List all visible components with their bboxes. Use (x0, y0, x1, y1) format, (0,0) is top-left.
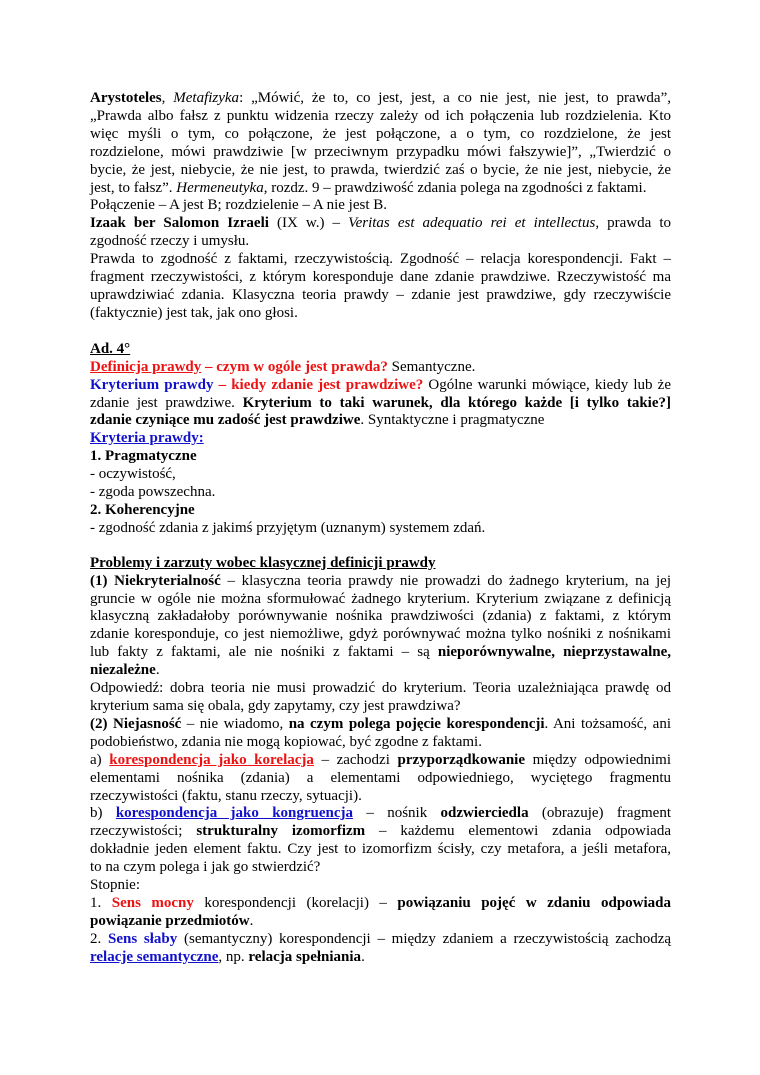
aristotle-line-2: „Prawda albo fałsz z punktu widzenia rzeczy zależy od ich połączenia lub rozdzielenia. Kto (90, 107, 671, 124)
problem1-line-3: klasyczną zakładałoby porównywanie nośnika prawdziwości (zdania) z faktami, z którym (90, 608, 671, 625)
problem2-line-2: podobieństwo, zdania nie mogą kopiować, być zgodne z faktami. (90, 733, 482, 750)
punctuation: . (361, 948, 365, 965)
criterion-label: Kryterium prawdy (90, 376, 214, 393)
list-marker: b) (90, 805, 116, 822)
criteria-heading: Kryteria prawdy: (90, 430, 204, 447)
intro-line-11: fragment rzeczywistości, z którym koresponduje dane zdanie prawdziwe. Rzeczywistość ma (90, 269, 671, 286)
definition-type: Semantyczne. (387, 358, 476, 375)
punctuation: . (249, 912, 254, 929)
answer-line-2: kryterium sama się obala, gdy zapytamy, czy jest prawdziwa? (90, 698, 461, 714)
degrees-label: Stopnie: (90, 877, 141, 894)
intro-line-12: uprawdziwiać zdania. Klasyczna teoria prawdy – zdanie jest prawdziwe, gdy rzeczywiście (90, 286, 671, 303)
congruence-bold: odzwierciedla (440, 805, 529, 822)
aristotle-line-3: więc myśli o tym, co połączone, że jest połączone, a o tym, co rozdzielone, że jest (90, 125, 671, 142)
weak-sense-line-1 (90, 931, 671, 949)
strong-sense-line-1 (90, 895, 671, 913)
list-marker: 2. (90, 930, 108, 947)
criterion-line-2 (90, 395, 671, 413)
aristotle-line-4: rozdzielone, mówi prawdziwie [w przeciwnym przypadku mówi fałszywie]”, „Twierdzić o (90, 143, 671, 160)
problem1-label: (1) Niekryterialność (90, 572, 221, 589)
aristotle-line-1 (90, 90, 671, 108)
correlation-line-2: elementami nośnika (zdania) a elementami odpowiedniego, wyciętego fragmentu (90, 769, 671, 786)
problem1-text: lub fakty z faktami, ale nie nośniki z faktami – są (90, 644, 438, 661)
list-item: - zgodność zdania z jakimś przyjętym (uznanym) systemem zdań. (90, 519, 486, 536)
problem1-bold: niezależne (90, 662, 156, 679)
coherence-heading: 2. Koherencyjne (90, 501, 195, 518)
intro-line-10: Prawda to zgodność z faktami, rzeczywistością. Zgodność – relacja korespondencji. Fakt – (90, 251, 671, 268)
criterion-text: zdanie jest prawdziwe. (90, 394, 243, 411)
separator: , (161, 90, 174, 106)
definition-line (90, 359, 671, 377)
aristotle-quote-1: : „Mówić, że to, co jest, jest, a co nie jest, nie jest, to prawda”, (239, 90, 672, 106)
document-page (90, 90, 671, 967)
correlation-text: między odpowiednimi (524, 751, 671, 768)
problem1-line-6 (90, 662, 671, 680)
izaak-text: (IX w.) – (268, 215, 349, 232)
criterion-question: – kiedy zdanie jest prawdziwe? (213, 376, 424, 393)
hermeneutyka-title: Hermeneutyka (176, 179, 264, 196)
correlation-line-3: rzeczywistości (faktu, stanu rzeczy, sytuacji). (90, 787, 362, 804)
strong-sense-term: Sens mocny (111, 894, 194, 911)
list-marker: 1. (90, 894, 112, 911)
congruence-line-2 (90, 823, 671, 841)
aristotle-line-5: bycie, że jest, niebycie, że nie jest, to prawda, twierdzić zaś o bycie, że nie jest, niebycie, że (90, 161, 671, 178)
problem1-line-1 (90, 573, 671, 591)
aristotle-text: , rozdz. 9 – prawdziwość zdania polega na zgodności z faktami. (263, 179, 647, 196)
problems-heading: Problemy i zarzuty wobec klasycznej definicji prawdy (90, 554, 436, 571)
metafizyka-title: Metafizyka (173, 90, 240, 106)
congruence-line-3: dokładnie jeden element faktu. Czy jest to izomorfizm ścisły, czy metafora, a jeśli metafora, (90, 841, 671, 858)
congruence-text: rzeczywistości; (90, 823, 197, 840)
isomorphism-term: strukturalny izomorfizm (196, 823, 366, 840)
problem1-bold: nieporównywalne, nieprzystawalne, (437, 644, 672, 661)
aristotle-text: jest, to fałsz”. (90, 179, 177, 196)
correlation-bold: przyporządkowanie (397, 751, 525, 768)
criterion-line-3 (90, 412, 671, 430)
intro-line-13: (faktycznie) jest tak, jak ono głosi. (90, 304, 298, 321)
problem1-line-5 (90, 644, 671, 662)
definition-label: Definicja prawdy (90, 358, 202, 375)
izaak-line-2: zgodność rzeczy i umysłu. (90, 233, 250, 250)
ad4-heading: Ad. 4° (90, 340, 131, 357)
aristotle-line-7: Połączenie – A jest B; rozdzielenie – A nie jest B. (90, 197, 388, 214)
weak-sense-text: (semantyczny) korespondencji – między zdaniem a rzeczywistością zachodzą (177, 930, 672, 947)
izaak-line-1 (90, 215, 671, 233)
congruence-line-4: to na czym polega i jak go stwierdzić? (90, 859, 321, 876)
criterion-text: . Syntaktyczne i pragmatyczne (360, 412, 545, 429)
congruence-text: – nośnik (353, 805, 441, 822)
aristotle-line-6 (90, 180, 671, 198)
problem1-line-2: gruncie w ogóle nie można sformułować żadnego kryterium. Kryterium związane z definicją (90, 590, 671, 607)
criterion-definition: zdanie czyniące mu zadość jest prawdziwe (90, 412, 361, 429)
correlation-term: korespondencja jako korelacja (109, 751, 314, 768)
semantic-relations-term: relacje semantyczne (90, 948, 219, 965)
problem2-text: – nie wiadomo, (181, 715, 289, 732)
weak-sense-line-2 (90, 949, 671, 967)
answer-line-1: Odpowiedź: dobra teoria nie musi prowadzić do kryterium. Teoria uzależniająca prawdę od (90, 680, 671, 697)
problem2-line-1 (90, 716, 671, 734)
problem2-label: (2) Niejasność (90, 715, 182, 732)
spacer (90, 323, 671, 341)
problem2-text: . Ani tożsamość, ani (544, 715, 671, 732)
congruence-line-1 (90, 805, 671, 823)
spacer (90, 538, 671, 555)
problem1-text: – klasyczna teoria prawdy nie prowadzi do żadnego kryterium, na jej (220, 572, 671, 589)
strong-sense-bold: powiązanie przedmiotów (90, 912, 250, 929)
strong-sense-line-2 (90, 913, 671, 931)
weak-sense-text: , np. (218, 948, 249, 965)
congruence-term: korespondencja jako kongruencja (115, 805, 354, 822)
aristotle-name: Arystoteles (90, 90, 162, 106)
criterion-line-1 (90, 377, 671, 395)
list-item: - oczywistość, (90, 466, 176, 483)
correlation-text: – zachodzi (313, 751, 398, 768)
list-marker: a) (90, 751, 110, 768)
criterion-definition: Kryterium to taki warunek, dla którego każde [i tylko takie?] (242, 394, 671, 411)
congruence-text: – każdemu elementowi zdania odpowiada (365, 823, 671, 840)
problem2-bold: na czym polega pojęcie korespondencji (288, 715, 545, 732)
congruence-text: (obrazuje) fragment (528, 805, 671, 822)
latin-definition: Veritas est adequatio rei et intellectus (348, 215, 596, 232)
strong-sense-text: korespondencji (korelacji) – (193, 894, 398, 911)
definition-question: – czym w ogóle jest prawda? (201, 358, 388, 375)
problem1-line-4: zdanie koresponduje, co jest niemożliwe, gdyż porównywać można tylko nośniki z nośnikami (90, 626, 671, 643)
criterion-text: Ogólne warunki mówiące, kiedy lub że (423, 376, 671, 393)
izaak-name: Izaak ber Salomon Izraeli (90, 215, 269, 232)
weak-sense-term: Sens słaby (108, 930, 178, 947)
pragmatic-heading: 1. Pragmatyczne (90, 448, 197, 465)
correlation-line-1 (90, 752, 671, 770)
punctuation: . (155, 662, 160, 679)
strong-sense-bold: powiązaniu pojęć w zdaniu odpowiada (397, 894, 672, 911)
satisfaction-relation: relacja spełniania (248, 948, 362, 965)
list-item: - zgoda powszechna. (90, 484, 216, 501)
izaak-text: , prawda to (595, 215, 671, 232)
